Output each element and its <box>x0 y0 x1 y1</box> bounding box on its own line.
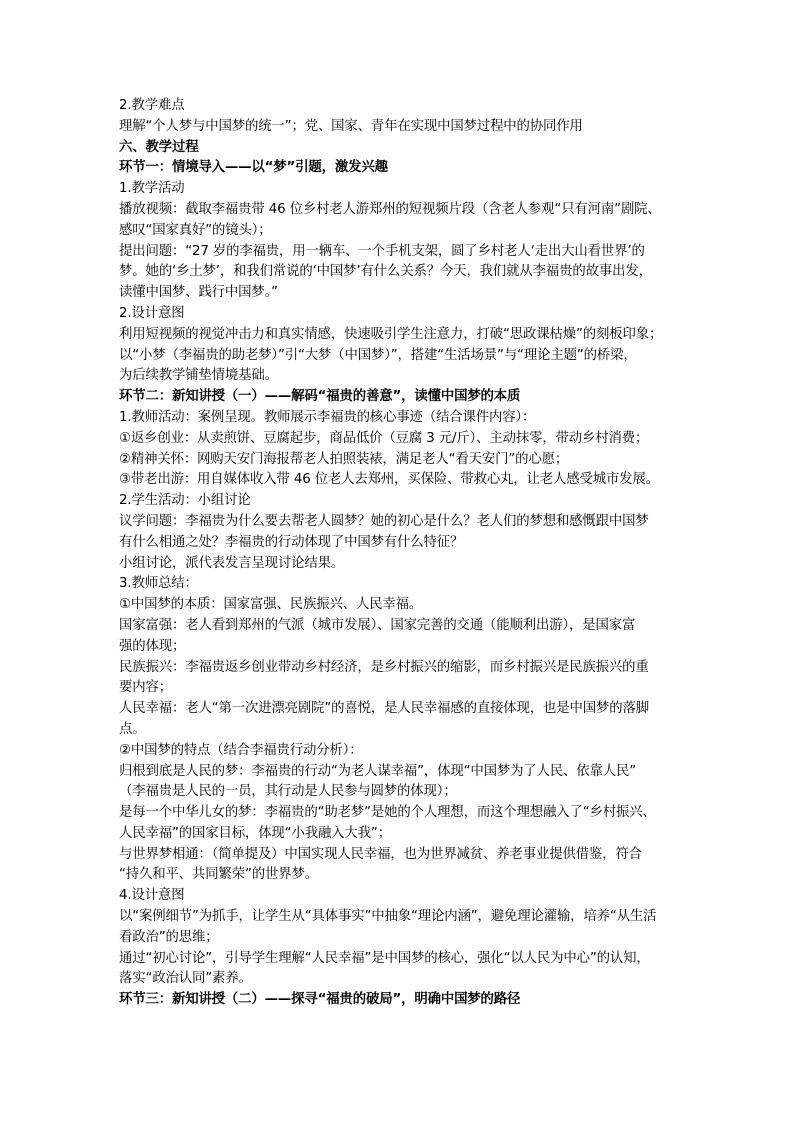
text-line: ②精神关怀：网购天安门海报帮老人拍照装裱，满足老人“看天安门”的心愿； <box>119 451 569 467</box>
section-heading-line: 环节一：情境导入——以“梦”引题，激发兴趣 <box>119 160 388 176</box>
text-line: ①中国梦的本质：国家富强、民族振兴、人民幸福。 <box>119 597 423 613</box>
text-line: 以“小梦（李福贵的助老梦）”引“大梦（中国梦）”，搭建“生活场景”与“理论主题”的桥梁， <box>119 347 637 363</box>
text-line: 读懂中国梦、践行中国梦。” <box>119 285 278 301</box>
text-line: 强的体现； <box>119 638 186 654</box>
text-line: 人民幸福：老人“第一次进漂亮剧院”的喜悦，是人民幸福感的直接体现，也是中国梦的落脚 <box>119 701 649 717</box>
text-line: 梦。她的‘乡土梦’，和我们常说的‘中国梦’有什么关系？今天，我们就从李福贵的故事出发， <box>119 264 652 280</box>
text-line: 归根到底是人民的梦：李福贵的行动“为老人谋幸福”，体现“中国梦为了人民、依靠人民” <box>119 763 637 779</box>
text-line: 国家富强：老人看到郑州的气派（城市发展）、国家完善的交通（能顺利出游），是国家富 <box>119 617 636 633</box>
document-page <box>119 96 679 1011</box>
text-line: （李福贵是人民的一员，其行动是人民参与圆梦的体现）； <box>119 784 457 800</box>
text-line: 点。 <box>119 721 146 737</box>
text-line: 有什么相通之处？李福贵的行动体现了中国梦有什么特征？ <box>119 534 464 550</box>
text-line: 看政治”的思维； <box>119 929 219 945</box>
text-line: 与世界梦相通：（简单提及）中国实现人民幸福，也为世界减贫、养老事业提供借鉴，符合 <box>119 846 642 862</box>
text-line: 落实“政治认同”素养。 <box>119 971 252 987</box>
text-line: 利用短视频的视觉冲击力和真实情感，快速吸引学生注意力，打破“思政课枯燥”的刻板印象； <box>119 326 663 342</box>
section-heading-line: 环节二：新知讲授（一）——解码“福贵的善意”，读懂中国梦的本质 <box>119 389 521 405</box>
text-line: 为后续教学铺垫情境基础。 <box>119 368 278 384</box>
text-line: 1.教学活动 <box>119 181 185 197</box>
text-line: 人民幸福”的国家目标，体现“小我融入大我”； <box>119 825 391 841</box>
text-line: 感叹“国家真好”的镜头）； <box>119 222 272 238</box>
text-line: 是每一个中华儿女的梦：李福贵的“助老梦”是她的个人理想，而这个理想融入了“乡村振兴、 <box>119 805 656 821</box>
text-line: 2.设计意图 <box>119 305 185 321</box>
text-line: “持久和平、共同繁荣”的世界梦。 <box>119 867 318 883</box>
text-line: 要内容； <box>119 680 172 696</box>
text-line: 民族振兴：李福贵返乡创业带动乡村经济，是乡村振兴的缩影，而乡村振兴是民族振兴的重 <box>119 659 649 675</box>
text-line: 1.教师活动：案例呈现。教师展示李福贵的核心事迹（结合课件内容）： <box>119 409 536 425</box>
text-line: ①返乡创业：从卖煎饼、豆腐起步，商品低价（豆腐 3 元/斤）、主动抹零，带动乡村消费； <box>119 430 649 446</box>
text-line: 议学问题：李福贵为什么要去帮老人圆梦？她的初心是什么？老人们的梦想和感慨跟中国梦 <box>119 513 649 529</box>
text-line: 通过“初心讨论”，引导学生理解“人民幸福”是中国梦的核心，强化“以人民为中心”的认知， <box>119 950 650 966</box>
text-line: 以“案例细节”为抓手，让学生从“具体事实”中抽象“理论内涵”，避免理论灌输，培养“从生活 <box>119 909 657 925</box>
text-line: 小组讨论，派代表发言呈现讨论结果。 <box>119 555 345 571</box>
text-line: ③带老出游：用自媒体收入带 46 位老人去郑州，买保险、带救心丸，让老人感受城市发展。 <box>119 472 659 488</box>
text-line: 提出问题：“27 岁的李福贵，用一辆车、一个手机支架，圆了乡村老人‘走出大山看世界’的 <box>119 243 645 259</box>
text-line: 3.教师总结： <box>119 576 198 592</box>
section-heading-line: 六、教学过程 <box>119 139 199 155</box>
text-line: 4.设计意图 <box>119 888 185 904</box>
text-line: 播放视频：截取李福贵带 46 位乡村老人游郑州的短视频片段（含老人参观“只有河南”剧院、 <box>119 201 661 217</box>
text-line: 2.教学难点 <box>119 98 185 113</box>
text-line: 2.学生活动：小组讨论 <box>119 493 251 509</box>
text-line: ②中国梦的特点（结合李福贵行动分析）： <box>119 742 363 758</box>
text-line: 理解“个人梦与中国梦的统一”；党、国家、青年在实现中国梦过程中的协同作用 <box>119 118 583 134</box>
section-heading-line: 环节三：新知讲授（二）——探寻“福贵的破局”，明确中国梦的路径 <box>119 992 521 1008</box>
